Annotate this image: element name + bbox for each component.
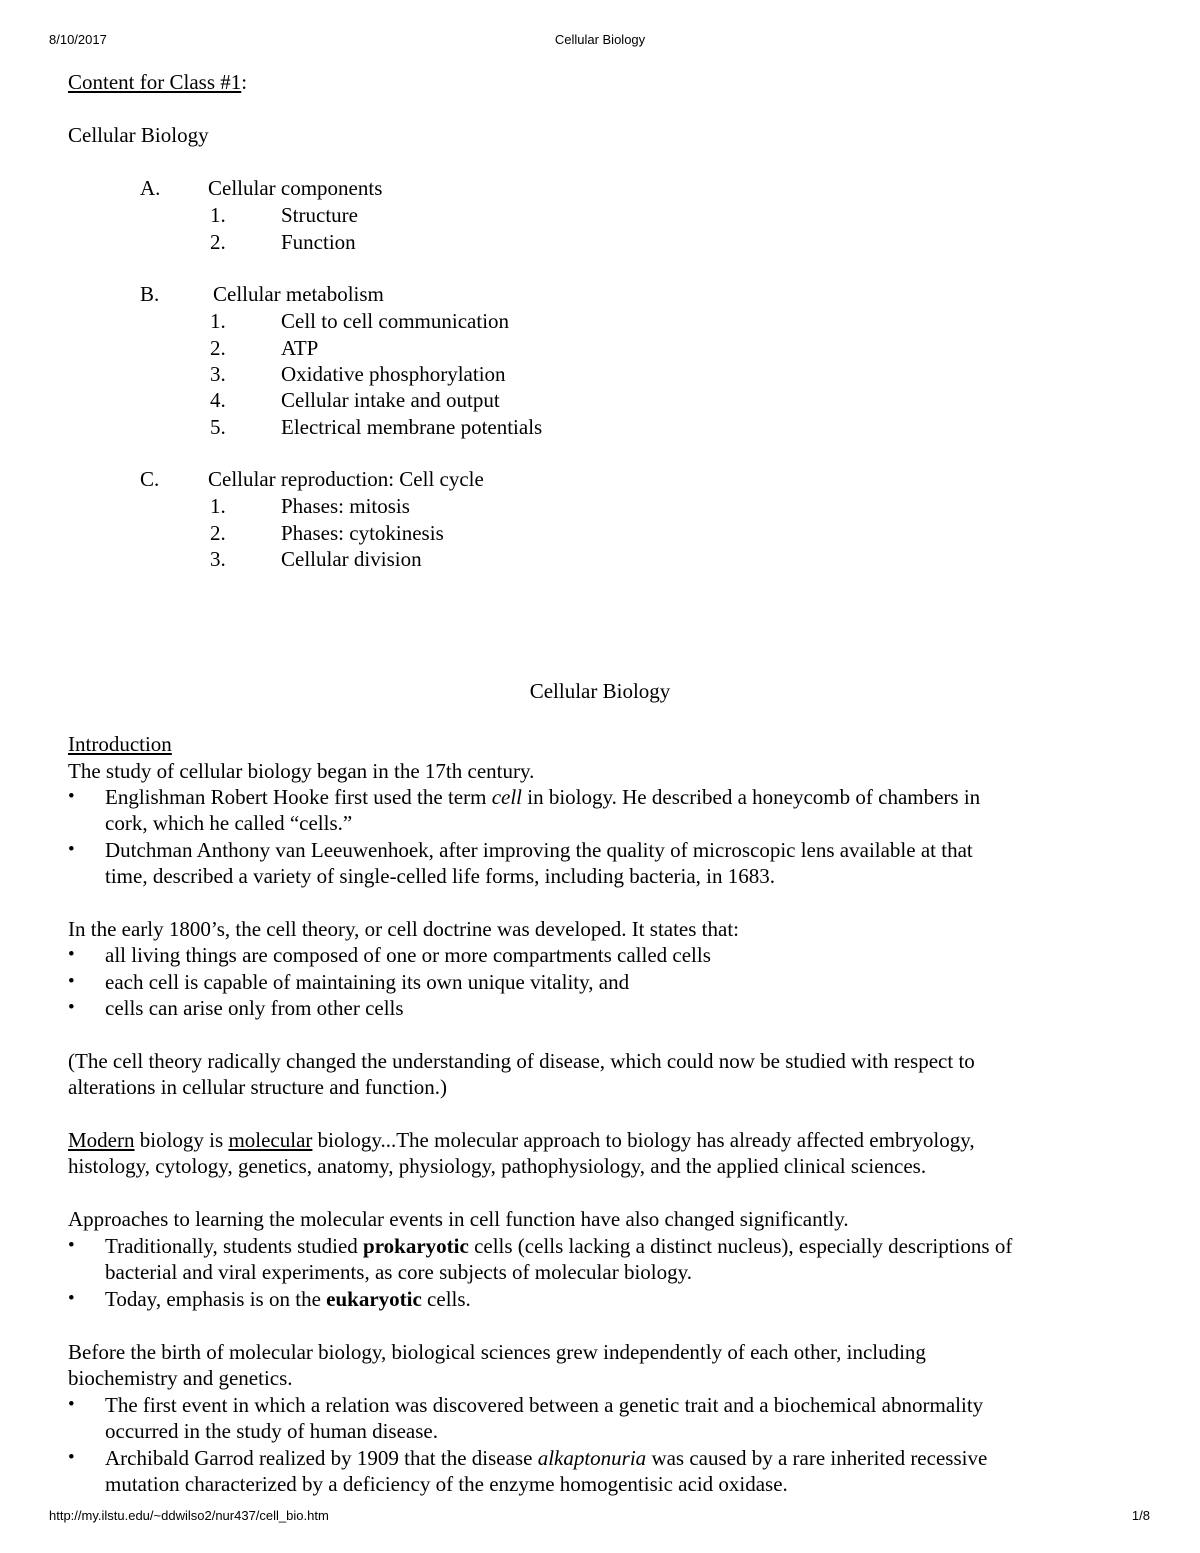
bullet-text: Englishman Robert Hooke first used the term cell in biology. He described a honeycomb of chambers in <box>105 785 981 809</box>
bullet-text-cont: time, described a variety of single-celled life forms, including bacteria, in 1683. <box>105 864 776 888</box>
outline-heading <box>68 69 247 95</box>
bullet: • <box>68 1235 75 1256</box>
bullet-text: Dutchman Anthony van Leeuwenhoek, after improving the quality of microscopic lens available at that <box>105 838 973 862</box>
item-number: 2. <box>210 336 226 360</box>
outline-item: Phases: cytokinesis <box>281 521 444 545</box>
bullet-text-cont: mutation characterized by a deficiency of the enzyme homogentisic acid oxidase. <box>105 1472 788 1496</box>
print-date: 8/10/2017 <box>49 32 107 47</box>
item-number: 4. <box>210 388 226 412</box>
bullet-text: Archibald Garrod realized by 1909 that the disease alkaptonuria was caused by a rare inherited recessive <box>105 1446 988 1470</box>
section-letter-c: C. <box>140 467 160 491</box>
print-title: Cellular Biology <box>554 32 646 47</box>
paragraph-cont: biochemistry and genetics. <box>68 1366 293 1390</box>
outline-item: Function <box>281 230 356 254</box>
bullet-text: The first event in which a relation was discovered between a genetic trait and a biochemical abnormality <box>105 1393 984 1417</box>
document-title: Cellular Biology <box>529 679 671 703</box>
bullet: • <box>68 1288 75 1309</box>
outline-item: Oxidative phosphorylation <box>281 362 506 386</box>
outline-item: ATP <box>281 336 319 360</box>
bullet-text: cells can arise only from other cells <box>105 996 404 1020</box>
bullet-text-cont: cork, which he called “cells.” <box>105 811 353 835</box>
outline-heading-colon: : <box>241 70 248 94</box>
paragraph: Approaches to learning the molecular events in cell function have also changed significantly. <box>68 1207 849 1231</box>
outline-item: Cell to cell communication <box>281 309 510 333</box>
section-letter-a: A. <box>140 176 161 200</box>
outline-item: Electrical membrane potentials <box>281 415 543 439</box>
paragraph-cont: alterations in cellular structure and function.) <box>68 1075 448 1099</box>
emphasis-alkaptonuria: alkaptonuria <box>537 1446 647 1470</box>
outline-item: Phases: mitosis <box>281 494 410 518</box>
bold-eukaryotic: eukaryotic <box>326 1287 422 1311</box>
outline-item: Cellular division <box>281 547 422 571</box>
outline-heading-text: Content for Class #1 <box>68 70 242 94</box>
bullet-text: all living things are composed of one or more compartments called cells <box>105 943 711 967</box>
bullet: • <box>68 1394 75 1415</box>
bullet: • <box>68 971 75 992</box>
section-letter-b: B. <box>140 282 160 306</box>
paragraph: Modern biology is molecular biology...The molecular approach to biology has already affected embryology, <box>68 1128 975 1152</box>
bullet: • <box>68 1447 75 1468</box>
bullet: • <box>68 944 75 965</box>
item-number: 3. <box>210 362 226 386</box>
paragraph: Before the birth of molecular biology, biological sciences grew independently of each other, including <box>68 1340 926 1364</box>
print-url: http://my.ilstu.edu/~ddwilso2/nur437/cell_bio.htm <box>49 1508 329 1523</box>
paragraph: The study of cellular biology began in the 17th century. <box>68 759 535 783</box>
bullet-text: each cell is capable of maintaining its own unique vitality, and <box>105 970 630 994</box>
bullet-text-cont: bacterial and viral experiments, as core subjects of molecular biology. <box>105 1260 693 1284</box>
bold-prokaryotic: prokaryotic <box>363 1234 469 1258</box>
bullet: • <box>68 786 75 807</box>
bullet-text: Today, emphasis is on the eukaryotic cells. <box>105 1287 471 1311</box>
print-page-number: 1/8 <box>1131 1508 1150 1523</box>
item-number: 1. <box>210 203 226 227</box>
item-number: 5. <box>210 415 226 439</box>
section-title-c: Cellular reproduction: Cell cycle <box>208 467 484 491</box>
bullet-text: Traditionally, students studied prokaryotic cells (cells lacking a distinct nucleus), especially descriptions of <box>105 1234 1013 1258</box>
outline-item: Structure <box>281 203 358 227</box>
item-number: 3. <box>210 547 226 571</box>
bullet: • <box>68 997 75 1018</box>
section-title-a: Cellular components <box>208 176 383 200</box>
underlined-modern: Modern <box>68 1128 135 1152</box>
underlined-molecular: molecular <box>228 1128 313 1152</box>
outline-subject: Cellular Biology <box>68 123 209 147</box>
bullet: • <box>68 839 75 860</box>
intro-heading: Introduction <box>68 732 172 756</box>
paragraph-cont: histology, cytology, genetics, anatomy, physiology, pathophysiology, and the applied clinical sciences. <box>68 1154 927 1178</box>
item-number: 1. <box>210 494 226 518</box>
item-number: 2. <box>210 230 226 254</box>
item-number: 2. <box>210 521 226 545</box>
bullet-text-cont: occurred in the study of human disease. <box>105 1419 438 1443</box>
paragraph: In the early 1800’s, the cell theory, or cell doctrine was developed. It states that: <box>68 917 739 941</box>
section-title-b: Cellular metabolism <box>213 282 384 306</box>
emphasis-cell: cell <box>491 785 522 809</box>
item-number: 1. <box>210 309 226 333</box>
outline-item: Cellular intake and output <box>281 388 500 412</box>
paragraph: (The cell theory radically changed the understanding of disease, which could now be studied with respect to <box>68 1049 975 1073</box>
